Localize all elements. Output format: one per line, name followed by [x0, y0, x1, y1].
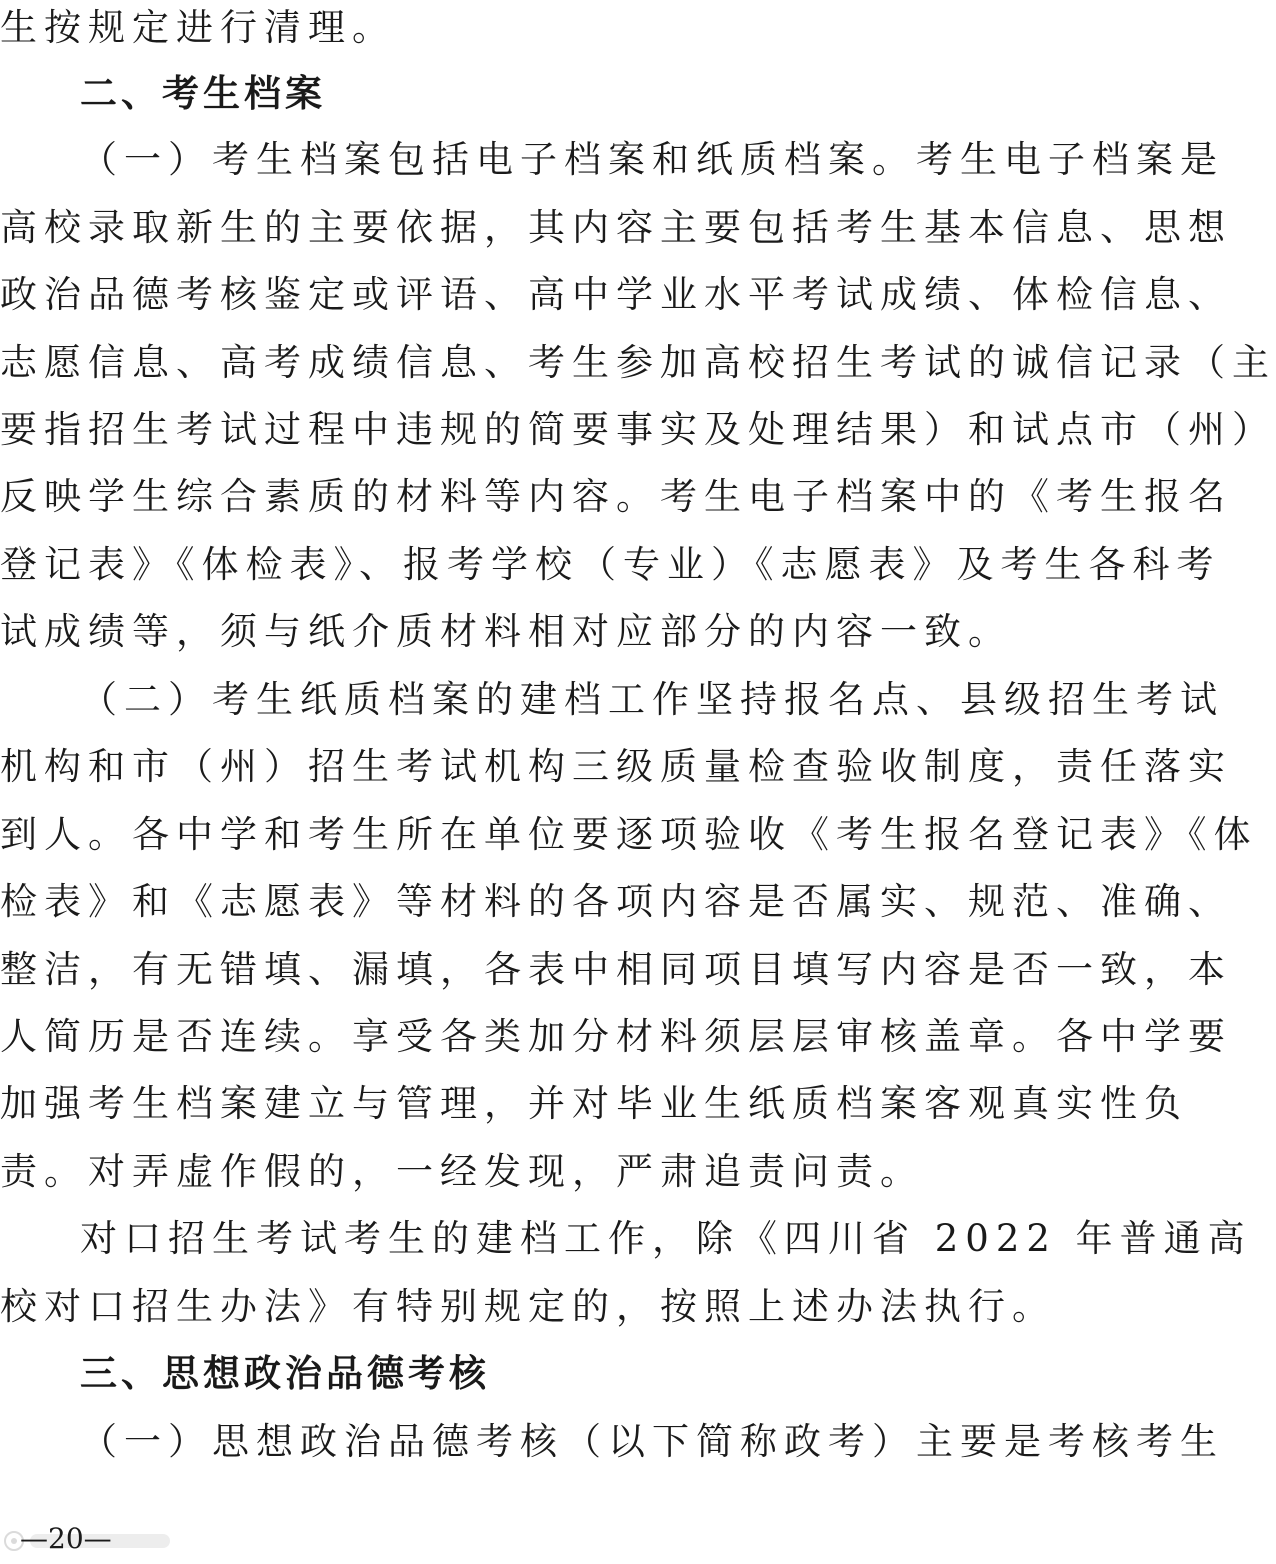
- text-line: 机构和市（州）招生考试机构三级质量检查验收制度，责任落实: [0, 745, 1232, 788]
- text-line: 到人。各中学和考生所在单位要逐项验收《考生报名登记表》《体: [0, 813, 1258, 856]
- text-line: 志愿信息、高考成绩信息、考生参加高校招生考试的诚信记录（主: [0, 341, 1276, 384]
- text-line: 对口招生考试考生的建档工作，除《四川省 2022 年普通高: [80, 1217, 1252, 1260]
- text-line: 校对口招生办法》有特别规定的，按照上述办法执行。: [0, 1285, 1056, 1328]
- section-heading: 二、考生档案: [80, 72, 326, 115]
- section-heading: 三、思想政治品德考核: [80, 1352, 490, 1395]
- text-line: 生按规定进行清理。: [0, 6, 396, 49]
- text-line: 检表》和《志愿表》等材料的各项内容是否属实、规范、准确、: [0, 880, 1232, 923]
- text-line: 高校录取新生的主要依据，其内容主要包括考生基本信息、思想: [0, 206, 1232, 249]
- text-line: 试成绩等，须与纸介质材料相对应部分的内容一致。: [0, 610, 1012, 653]
- text-line: （一）考生档案包括电子档案和纸质档案。考生电子档案是: [80, 138, 1224, 181]
- text-line: 登记表》《体检表》、报考学校（专业）《志愿表》及考生各科考: [0, 543, 1221, 586]
- text-line: 整洁，有无错填、漏填，各表中相同项目填写内容是否一致，本: [0, 948, 1232, 991]
- text-line: 政治品德考核鉴定或评语、高中学业水平考试成绩、体检信息、: [0, 273, 1232, 316]
- text-line: 人简历是否连续。享受各类加分材料须层层审核盖章。各中学要: [0, 1015, 1232, 1058]
- text-line: 加强考生档案建立与管理，并对毕业生纸质档案客观真实性负: [0, 1082, 1188, 1125]
- text-line: 反映学生综合素质的材料等内容。考生电子档案中的《考生报名: [0, 475, 1232, 518]
- text-line: 要指招生考试过程中违规的简要事实及处理结果）和试点市（州）: [0, 408, 1276, 451]
- text-line: 责。对弄虚作假的，一经发现，严肃追责问责。: [0, 1150, 924, 1193]
- text-line: （二）考生纸质档案的建档工作坚持报名点、县级招生考试: [80, 678, 1224, 721]
- text-line: （一）思想政治品德考核（以下简称政考）主要是考核考生: [80, 1420, 1224, 1463]
- page-number: —20—: [20, 1522, 112, 1555]
